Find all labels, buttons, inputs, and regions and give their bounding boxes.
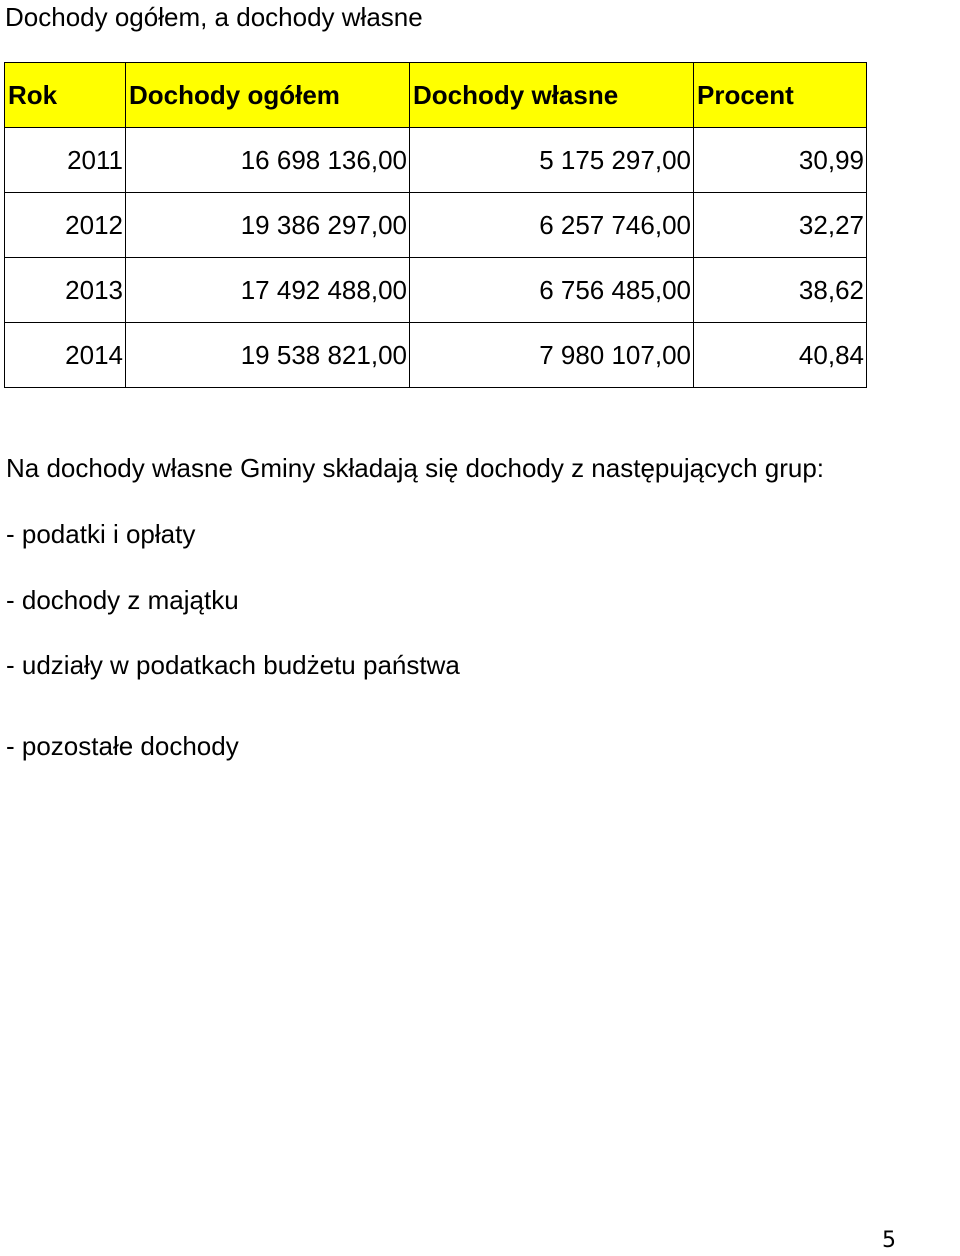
cell-year: 2011 (5, 128, 126, 193)
page-number: 5 (882, 1228, 896, 1253)
intro-paragraph: Na dochody własne Gminy składają się dochody z następujących grup: (6, 453, 825, 483)
table-row (5, 323, 867, 388)
table-row (5, 258, 867, 323)
cell-percent: 40,84 (694, 323, 867, 388)
list-item: - pozostałe dochody (6, 731, 239, 761)
table-row (5, 128, 867, 193)
header-own-income: Dochody własne (410, 63, 694, 128)
cell-own-income: 6 257 746,00 (410, 193, 694, 258)
list-item: - dochody z majątku (6, 585, 239, 615)
cell-percent: 38,62 (694, 258, 867, 323)
cell-total-income: 17 492 488,00 (126, 258, 410, 323)
cell-total-income: 19 386 297,00 (126, 193, 410, 258)
table-header-row (5, 63, 867, 128)
table-row (5, 193, 867, 258)
cell-total-income: 16 698 136,00 (126, 128, 410, 193)
list-item: - podatki i opłaty (6, 519, 196, 549)
cell-year: 2014 (5, 323, 126, 388)
cell-total-income: 19 538 821,00 (126, 323, 410, 388)
header-year: Rok (5, 63, 126, 128)
list-item: - udziały w podatkach budżetu państwa (6, 650, 460, 680)
cell-percent: 32,27 (694, 193, 867, 258)
cell-own-income: 6 756 485,00 (410, 258, 694, 323)
header-percent: Procent (694, 63, 867, 128)
cell-year: 2012 (5, 193, 126, 258)
cell-year: 2013 (5, 258, 126, 323)
income-table (4, 62, 867, 388)
page-title: Dochody ogółem, a dochody własne (5, 2, 423, 32)
cell-own-income: 5 175 297,00 (410, 128, 694, 193)
header-total-income: Dochody ogółem (126, 63, 410, 128)
cell-percent: 30,99 (694, 128, 867, 193)
cell-own-income: 7 980 107,00 (410, 323, 694, 388)
